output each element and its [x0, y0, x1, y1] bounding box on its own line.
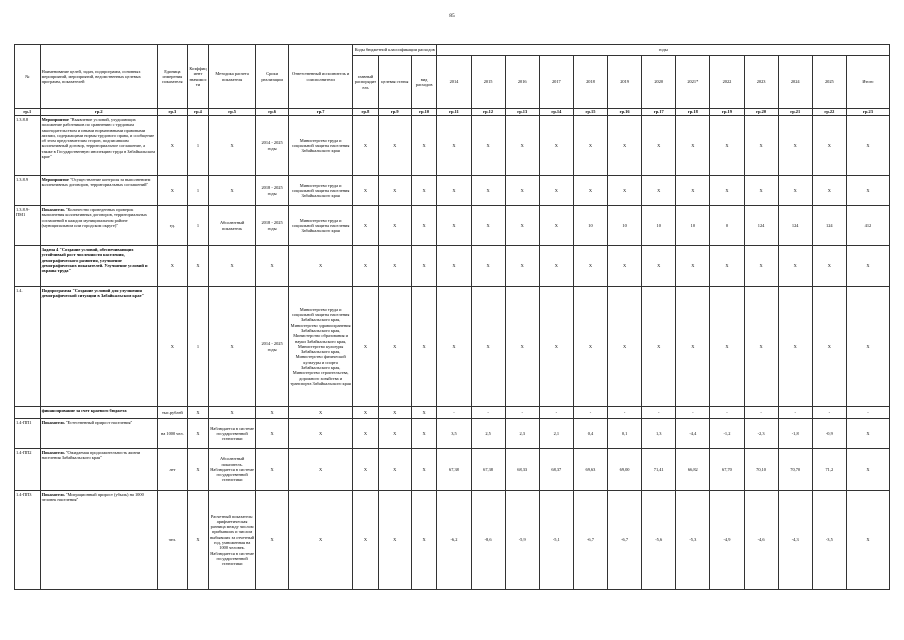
row-year-value: -4,3: [778, 491, 812, 590]
row-year-value: -5,6: [642, 491, 676, 590]
row-year-value: Х: [642, 287, 676, 407]
column-number: гр.6: [256, 109, 289, 116]
table-row: [15, 246, 890, 287]
row-terms: Х: [256, 407, 289, 419]
row-budget-code: Х: [353, 287, 379, 407]
row-year-value: -: [846, 407, 889, 419]
header-name: Наименование целей, задач, подпрограмм, основных мероприятий, мероприятий, ведомственных целевых программ, показателей: [40, 45, 157, 109]
row-responsible: Х: [289, 407, 353, 419]
row-number: 1.4-ПП1: [15, 419, 41, 449]
row-budget-code: Х: [378, 246, 411, 287]
row-year-value: Х: [505, 287, 539, 407]
row-terms: Х: [256, 491, 289, 590]
row-budget-code: Х: [353, 449, 379, 491]
header-year: 2023: [744, 56, 778, 109]
row-responsible: Х: [289, 449, 353, 491]
row-year-value: Х: [437, 206, 471, 246]
row-name: [40, 449, 157, 491]
row-method: Х: [209, 407, 256, 419]
row-year-value: -6,2: [437, 491, 471, 590]
row-unit: Х: [157, 176, 187, 206]
row-year-value: -: [471, 407, 505, 419]
row-budget-code: Х: [353, 407, 379, 419]
header-no: №: [15, 45, 41, 109]
row-budget-code: Х: [411, 116, 437, 176]
row-year-value: -: [608, 407, 642, 419]
row-year-value: Х: [744, 176, 778, 206]
row-name: [40, 407, 157, 419]
row-year-value: 71,41: [642, 449, 676, 491]
row-terms: 2014 - 2025 годы: [256, 116, 289, 176]
row-unit: чел.: [157, 491, 187, 590]
row-year-value: Х: [676, 246, 710, 287]
row-budget-code: Х: [353, 419, 379, 449]
row-budget-code: Х: [378, 419, 411, 449]
row-budget-code: Х: [353, 206, 379, 246]
header-year: 2021*: [676, 56, 710, 109]
column-number: гр.9: [378, 109, 411, 116]
row-year-value: Х: [846, 176, 889, 206]
header-main-admin: главный распорядитель: [353, 56, 379, 109]
row-year-value: -1,2: [710, 419, 744, 449]
row-year-value: 3,5: [437, 419, 471, 449]
row-year-value: 70,70: [778, 449, 812, 491]
column-number: гр.3: [157, 109, 187, 116]
row-year-value: -0,9: [812, 419, 846, 449]
row-responsible: Х: [289, 491, 353, 590]
row-year-value: -3,5: [812, 491, 846, 590]
row-method: Наблюдается в системе государственной статистики: [209, 419, 256, 449]
row-year-value: Х: [608, 287, 642, 407]
row-terms: Х: [256, 449, 289, 491]
table-row: [15, 176, 890, 206]
row-budget-code: Х: [378, 116, 411, 176]
row-name: [40, 287, 157, 407]
header-responsible: Ответственный исполнитель и соисполнители: [289, 45, 353, 109]
column-number: гр.8: [353, 109, 379, 116]
row-year-value: Х: [471, 116, 505, 176]
row-name-text: "Миграционный прирост (убыль) на 1000 человек населения": [41, 492, 144, 503]
row-year-value: Х: [642, 176, 676, 206]
header-target: целевая статья: [378, 56, 411, 109]
row-budget-code: Х: [411, 491, 437, 590]
row-number: [15, 407, 41, 419]
row-year-value: 71,2: [812, 449, 846, 491]
row-year-value: Х: [471, 246, 505, 287]
row-year-value: Х: [437, 287, 471, 407]
row-number: 1.4-ПП3: [15, 491, 41, 590]
row-coef: Х: [187, 491, 208, 590]
header-years: годы: [437, 45, 890, 56]
row-year-value: -: [573, 407, 607, 419]
row-year-value: Х: [471, 287, 505, 407]
row-year-value: Х: [573, 246, 607, 287]
header-year: 2024: [778, 56, 812, 109]
row-year-value: Х: [710, 246, 744, 287]
row-method: Абсолютный показатель. Наблюдается в системе государственной статистики: [209, 449, 256, 491]
row-year-value: Х: [710, 176, 744, 206]
header-year: 2015: [471, 56, 505, 109]
row-name-bold: Показатель: [41, 492, 65, 497]
row-year-value: 124: [744, 206, 778, 246]
row-year-value: Х: [846, 491, 889, 590]
row-coef: 1: [187, 287, 208, 407]
row-name-bold: Мероприятие: [41, 117, 69, 122]
row-year-value: 67,70: [710, 449, 744, 491]
row-year-value: Х: [846, 246, 889, 287]
row-year-value: -2,3: [744, 419, 778, 449]
row-unit: на 1000 чел.: [157, 419, 187, 449]
row-year-value: Х: [846, 116, 889, 176]
row-year-value: -: [710, 407, 744, 419]
column-number: гр.20: [744, 109, 778, 116]
row-year-value: 69,63: [573, 449, 607, 491]
row-budget-code: Х: [353, 246, 379, 287]
header-year: 2019: [608, 56, 642, 109]
row-year-value: Х: [642, 246, 676, 287]
row-coef: Х: [187, 449, 208, 491]
row-year-value: Х: [437, 246, 471, 287]
row-year-value: Х: [505, 116, 539, 176]
row-year-value: Х: [437, 176, 471, 206]
row-year-value: -6,7: [573, 491, 607, 590]
row-budget-code: Х: [378, 287, 411, 407]
row-budget-code: Х: [353, 176, 379, 206]
row-year-value: -5,9: [505, 491, 539, 590]
row-terms: 2018 - 2025 годы: [256, 176, 289, 206]
row-terms: 2018 - 2025 годы: [256, 206, 289, 246]
row-year-value: 124: [778, 206, 812, 246]
row-year-value: Х: [812, 287, 846, 407]
row-year-value: -: [676, 407, 710, 419]
row-coef: 1: [187, 116, 208, 176]
row-year-value: Х: [744, 116, 778, 176]
row-number: 1.3.8.8: [15, 116, 41, 176]
row-terms: 2014 - 2025 годы: [256, 287, 289, 407]
column-number: гр.18: [676, 109, 710, 116]
row-method: Х: [209, 116, 256, 176]
row-year-value: 70,10: [744, 449, 778, 491]
row-number: [15, 246, 41, 287]
header-method: Методика расчета показателя: [209, 45, 256, 109]
column-number: гр.21: [778, 109, 812, 116]
row-year-value: Х: [573, 287, 607, 407]
column-number: гр.2: [40, 109, 157, 116]
row-budget-code: Х: [353, 116, 379, 176]
row-year-value: Х: [471, 176, 505, 206]
row-method: Расчетный показатель: арифметическая разница между числом прибывших и числом выбывших за отчетный год, умноженная на 1000 человек. Наблюдается в системе государственной статистики: [209, 491, 256, 590]
row-year-value: 66,82: [676, 449, 710, 491]
row-year-value: -: [642, 407, 676, 419]
row-year-value: -: [505, 407, 539, 419]
row-year-value: -8,6: [471, 491, 505, 590]
row-name-bold: Показатель: [41, 420, 65, 425]
row-name: [40, 176, 157, 206]
row-year-value: -6,7: [608, 491, 642, 590]
program-table: [14, 44, 890, 590]
row-name: [40, 246, 157, 287]
column-number: гр.17: [642, 109, 676, 116]
row-method: Х: [209, 246, 256, 287]
row-year-value: -1,8: [778, 419, 812, 449]
row-year-value: Х: [676, 176, 710, 206]
row-year-value: Х: [778, 176, 812, 206]
row-coef: Х: [187, 419, 208, 449]
row-year-value: -4,6: [744, 491, 778, 590]
row-name-text: "Осуществление контроля за выполнением коллективных договоров, территориальных соглашений": [41, 177, 151, 188]
row-year-value: Х: [676, 287, 710, 407]
row-year-value: 2,1: [539, 419, 573, 449]
row-method: Х: [209, 176, 256, 206]
row-number: 1.4-ПП2: [15, 449, 41, 491]
row-year-value: Х: [744, 287, 778, 407]
row-budget-code: Х: [353, 491, 379, 590]
row-year-value: 0,4: [573, 419, 607, 449]
row-responsible: Х: [289, 246, 353, 287]
row-number: 1.3.8.9-ПМ1: [15, 206, 41, 246]
column-number: гр.16: [608, 109, 642, 116]
row-year-value: Х: [744, 246, 778, 287]
row-budget-code: Х: [411, 419, 437, 449]
row-year-value: 2,3: [505, 419, 539, 449]
row-year-value: -4,9: [710, 491, 744, 590]
row-year-value: Х: [778, 246, 812, 287]
row-year-value: -4,4: [676, 419, 710, 449]
row-budget-code: Х: [411, 206, 437, 246]
row-budget-code: Х: [378, 176, 411, 206]
row-year-value: Х: [608, 116, 642, 176]
row-responsible: Х: [289, 419, 353, 449]
column-number: гр.12: [471, 109, 505, 116]
row-year-value: 2,5: [471, 419, 505, 449]
row-name: [40, 116, 157, 176]
row-unit: лет: [157, 449, 187, 491]
row-name-text: "Естественный прирост населения": [64, 420, 133, 425]
row-name: [40, 491, 157, 590]
row-year-value: Х: [471, 206, 505, 246]
row-year-value: -: [778, 407, 812, 419]
column-number: гр.13: [505, 109, 539, 116]
row-year-value: Х: [710, 116, 744, 176]
column-number: гр.10: [411, 109, 437, 116]
column-number: гр.22: [812, 109, 846, 116]
row-year-value: Х: [642, 116, 676, 176]
column-number: гр.15: [573, 109, 607, 116]
row-responsible: Министерство труда и социальной защиты населения Забайкальского края, Министерство здравоохранения Забайкальского края, Министерство образования и науки Забайкальского края, Министерство культуры Забайкальского края, Министерство физической культуры и спорта Забайкальского края, Министерство строительства, дорожного хозяйства и транспорта Забайкальского края: [289, 287, 353, 407]
row-year-value: Х: [846, 287, 889, 407]
row-year-value: Х: [812, 116, 846, 176]
row-year-value: -: [812, 407, 846, 419]
row-responsible: Министерство труда и социальной защиты населения Забайкальского края: [289, 116, 353, 176]
row-budget-code: Х: [411, 246, 437, 287]
row-name-text: "Ожидаемая продолжительность жизни населения Забайкальского края": [41, 450, 141, 461]
row-name-bold: Мероприятие: [41, 177, 69, 182]
row-year-value: 10: [676, 206, 710, 246]
row-year-value: 10: [642, 206, 676, 246]
header-year: Итого: [846, 56, 889, 109]
table-row: [15, 449, 890, 491]
header-year: 2018: [573, 56, 607, 109]
row-unit: Х: [157, 246, 187, 287]
table-row: [15, 407, 890, 419]
row-name: [40, 206, 157, 246]
row-year-value: Х: [573, 116, 607, 176]
table-row: [15, 287, 890, 407]
column-number: гр.4: [187, 109, 208, 116]
row-year-value: -5,3: [676, 491, 710, 590]
row-year-value: 68,37: [539, 449, 573, 491]
row-year-value: 69,00: [608, 449, 642, 491]
column-number: гр.1: [15, 109, 41, 116]
row-year-value: 124: [812, 206, 846, 246]
header-unit: Единица измерения показателя: [157, 45, 187, 109]
column-number: гр.19: [710, 109, 744, 116]
row-year-value: Х: [505, 176, 539, 206]
row-name-bold: Показатель: [41, 207, 65, 212]
row-year-value: Х: [505, 206, 539, 246]
row-name: [40, 419, 157, 449]
row-year-value: Х: [812, 246, 846, 287]
row-name-bold: финансирование за счет краевого бюджета: [41, 408, 127, 413]
table-row: [15, 206, 890, 246]
row-year-value: Х: [778, 287, 812, 407]
column-number: гр.23: [846, 109, 889, 116]
row-terms: Х: [256, 246, 289, 287]
header-year: 2022: [710, 56, 744, 109]
row-year-value: Х: [539, 176, 573, 206]
column-number: гр.7: [289, 109, 353, 116]
row-year-value: 68,33: [505, 449, 539, 491]
row-year-value: 10: [573, 206, 607, 246]
row-year-value: Х: [710, 287, 744, 407]
row-year-value: 0,1: [608, 419, 642, 449]
row-year-value: Х: [608, 176, 642, 206]
row-method: Абсолютный показатель: [209, 206, 256, 246]
row-year-value: 412: [846, 206, 889, 246]
header-budget-codes: Коды бюджетной классификации расходов: [353, 45, 437, 56]
row-name-text: "Выявление условий, ухудшающих положение работников по сравнению с трудовым законодательством и иными нормативными правовыми актами, содержащими нормы трудового права, и сообщение об этом представителям сторон, подписавшим коллективный договор, территориальное соглашение, а также в Государственную инспекцию труда в Забайкальском крае": [41, 117, 155, 159]
header-year: 2025: [812, 56, 846, 109]
row-budget-code: Х: [378, 449, 411, 491]
row-budget-code: Х: [378, 491, 411, 590]
row-budget-code: Х: [411, 287, 437, 407]
row-year-value: 10: [608, 206, 642, 246]
row-coef: 1: [187, 206, 208, 246]
header-year: 2014: [437, 56, 471, 109]
row-year-value: -5,1: [539, 491, 573, 590]
column-number: гр.11: [437, 109, 471, 116]
header-expense-type: вид расходов: [411, 56, 437, 109]
row-year-value: 0: [710, 206, 744, 246]
row-year-value: Х: [846, 449, 889, 491]
row-budget-code: Х: [378, 407, 411, 419]
row-year-value: -: [744, 407, 778, 419]
row-year-value: Х: [573, 176, 607, 206]
row-year-value: Х: [539, 116, 573, 176]
row-year-value: Х: [812, 176, 846, 206]
row-year-value: Х: [437, 116, 471, 176]
row-responsible: Министерство труда и социальной защиты населения Забайкальского края: [289, 176, 353, 206]
row-responsible: Министерство труда и социальной защиты населения Забайкальского края: [289, 206, 353, 246]
header-coef: Коэффициент значимости: [187, 45, 208, 109]
row-year-value: Х: [539, 206, 573, 246]
column-number: гр.14: [539, 109, 573, 116]
row-coef: 1: [187, 176, 208, 206]
row-year-value: Х: [505, 246, 539, 287]
row-name-bold: Подпрограмма "Создание условий для улучшения демографической ситуации в Забайкальском крае": [41, 288, 144, 299]
row-terms: Х: [256, 419, 289, 449]
page-number: 85: [449, 13, 455, 19]
row-name-bold: Задача 4 "Создание условий, обеспечивающих устойчивый рост численности населения, демографического развития, улучшение демографических показателей. Улучшение условий и охраны труда": [41, 247, 148, 274]
row-name-text: "Количество проведенных проверок выполнения коллективных договоров, территориальных соглашений в каждом муниципальном районе (муниципальном или городском округе)": [41, 207, 147, 228]
row-year-value: -: [437, 407, 471, 419]
table-row: [15, 491, 890, 590]
header-year: 2016: [505, 56, 539, 109]
row-year-value: Х: [608, 246, 642, 287]
row-budget-code: Х: [378, 206, 411, 246]
row-year-value: 67,38: [471, 449, 505, 491]
row-year-value: Х: [846, 419, 889, 449]
column-number: гр.5: [209, 109, 256, 116]
row-name-bold: Показатель: [41, 450, 65, 455]
table-row: [15, 419, 890, 449]
row-number: 1.3.8.9: [15, 176, 41, 206]
row-year-value: Х: [778, 116, 812, 176]
column-numbers-row: [15, 109, 890, 116]
row-unit: Х: [157, 287, 187, 407]
header-terms: Сроки реализации: [256, 45, 289, 109]
row-unit: Х: [157, 116, 187, 176]
row-year-value: Х: [539, 287, 573, 407]
row-budget-code: Х: [411, 449, 437, 491]
row-budget-code: Х: [411, 176, 437, 206]
row-coef: Х: [187, 407, 208, 419]
row-year-value: -: [539, 407, 573, 419]
row-unit: тыс.рублей: [157, 407, 187, 419]
row-number: 1.4.: [15, 287, 41, 407]
row-year-value: 67,38: [437, 449, 471, 491]
row-year-value: 1,3: [642, 419, 676, 449]
row-budget-code: Х: [411, 407, 437, 419]
header-year: 2017: [539, 56, 573, 109]
table-row: [15, 116, 890, 176]
row-year-value: Х: [539, 246, 573, 287]
header-year: 2020: [642, 56, 676, 109]
row-method: Х: [209, 287, 256, 407]
row-coef: Х: [187, 246, 208, 287]
row-year-value: Х: [676, 116, 710, 176]
row-unit: ед.: [157, 206, 187, 246]
